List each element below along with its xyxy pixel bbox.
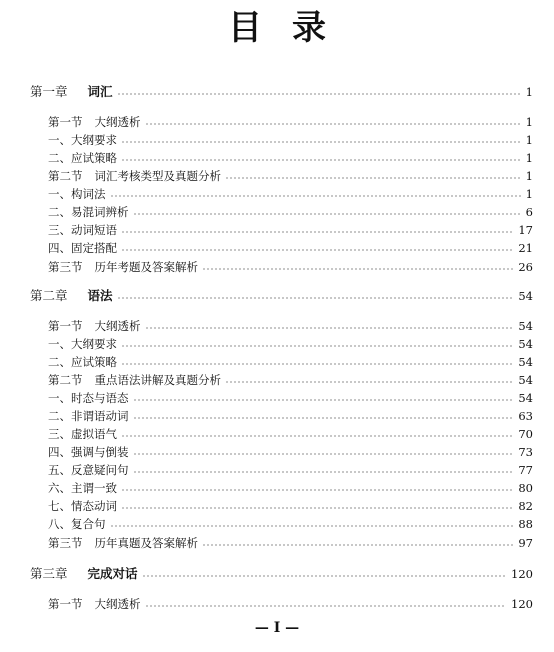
- toc-entry: [30, 566, 533, 582]
- toc-entry-number: 第三节: [48, 260, 83, 274]
- toc-entry: [30, 288, 533, 304]
- toc-entry-page: 54: [518, 391, 533, 405]
- toc-entry-title: 二、应试策略: [48, 151, 117, 165]
- toc-entry: [48, 168, 533, 184]
- toc-entry-title: 五、反意疑问句: [48, 463, 129, 477]
- toc-entry: [48, 444, 533, 460]
- leader-dots: [133, 399, 514, 401]
- leader-dots: [225, 177, 521, 179]
- leader-dots: [145, 327, 514, 329]
- toc-entry-title: 二、易混词辨析: [48, 205, 129, 219]
- toc-entry: [48, 498, 533, 514]
- toc-entry-title: 四、强调与倒装: [48, 445, 129, 459]
- leader-dots: [142, 575, 507, 577]
- toc-entry-page: 6: [525, 205, 533, 219]
- toc-entry-page: 1: [525, 85, 533, 99]
- toc-entry-number: 第一节: [48, 115, 83, 129]
- leader-dots: [110, 525, 514, 527]
- leader-dots: [202, 268, 513, 270]
- toc-entry-number: 第三节: [48, 536, 83, 550]
- toc-entry-page: 120: [511, 567, 533, 581]
- leader-dots: [117, 93, 521, 95]
- toc-subsection-row[interactable]: [0, 222, 554, 238]
- toc-entry-title: 大纲透析: [94, 597, 141, 611]
- leader-dots: [133, 453, 514, 455]
- leader-dots: [145, 605, 507, 607]
- toc-subsection-row[interactable]: [0, 240, 554, 256]
- toc-subsection-row[interactable]: [0, 516, 554, 532]
- toc-entry: [48, 240, 533, 256]
- leader-dots: [121, 435, 513, 437]
- toc-entry: [48, 204, 533, 220]
- leader-dots: [121, 363, 513, 365]
- toc-entry-title: 七、情态动词: [48, 499, 117, 513]
- toc-entry-page: 54: [518, 337, 533, 351]
- toc-entry: [48, 318, 533, 334]
- toc-entry-page: 80: [518, 481, 533, 495]
- toc-section-row[interactable]: [0, 259, 554, 275]
- toc-entry-page: 120: [511, 597, 533, 611]
- toc-subsection-row[interactable]: [0, 444, 554, 460]
- toc-entry-page: 26: [518, 260, 533, 274]
- leader-dots: [121, 345, 513, 347]
- toc-entry-page: 54: [518, 319, 533, 333]
- leader-dots: [133, 213, 521, 215]
- toc-entry-title: 完成对话: [87, 566, 138, 581]
- toc-entry-title: 语法: [87, 288, 113, 303]
- leader-dots: [110, 195, 521, 197]
- leader-dots: [225, 381, 513, 383]
- toc-entry: [48, 150, 533, 166]
- toc-entry-title: 词汇考核类型及真题分析: [94, 169, 221, 183]
- toc-entry-number: 第二节: [48, 169, 83, 183]
- toc-entry-page: 73: [518, 445, 533, 459]
- toc-entry-page: 1: [525, 151, 533, 165]
- toc-chapter-row[interactable]: [0, 84, 554, 100]
- toc-subsection-row[interactable]: [0, 354, 554, 370]
- toc-entry: [30, 84, 533, 100]
- toc-entry-page: 54: [518, 289, 533, 303]
- toc-subsection-row[interactable]: [0, 390, 554, 406]
- toc-entry: [48, 114, 533, 130]
- toc-entry-page: 54: [518, 355, 533, 369]
- toc-entry-page: 1: [525, 133, 533, 147]
- toc-entry-title: 大纲透析: [94, 319, 141, 333]
- toc-entry-title: 八、复合句: [48, 517, 106, 531]
- toc-entry-title: 一、大纲要求: [48, 133, 117, 147]
- leader-dots: [121, 507, 513, 509]
- toc-entry-number: 第一章: [30, 84, 68, 99]
- toc-entry-page: 70: [518, 427, 533, 441]
- leader-dots: [133, 471, 514, 473]
- toc-entry-title: 一、构词法: [48, 187, 106, 201]
- toc-entry-page: 21: [518, 241, 533, 255]
- page-title: 目录: [228, 8, 356, 48]
- toc-entry-page: 54: [518, 373, 533, 387]
- leader-dots: [121, 249, 513, 251]
- leader-dots: [133, 417, 514, 419]
- toc-entry-title: 大纲透析: [94, 115, 141, 129]
- toc-entry: [48, 222, 533, 238]
- toc-subsection-row[interactable]: [0, 150, 554, 166]
- toc-entry-number: 第二章: [30, 288, 68, 303]
- leader-dots: [145, 123, 521, 125]
- toc-entry-number: 第一节: [48, 597, 83, 611]
- leader-dots: [121, 159, 521, 161]
- toc-subsection-row[interactable]: [0, 498, 554, 514]
- toc-entry: [48, 132, 533, 148]
- toc-section-row[interactable]: [0, 535, 554, 551]
- toc-entry-page: 77: [518, 463, 533, 477]
- toc-subsection-row[interactable]: [0, 462, 554, 478]
- toc-entry: [48, 480, 533, 496]
- toc-entry: [48, 186, 533, 202]
- toc-section-row[interactable]: [0, 372, 554, 388]
- toc-subsection-row[interactable]: [0, 186, 554, 202]
- leader-dots: [202, 544, 513, 546]
- toc-entry: [48, 354, 533, 370]
- toc-entry-number: 第三章: [30, 566, 68, 581]
- page-number-footer: — I —: [254, 620, 300, 636]
- toc-entry-title: 二、应试策略: [48, 355, 117, 369]
- toc-entry: [48, 408, 533, 424]
- toc-entry-title: 二、非谓语动词: [48, 409, 129, 423]
- toc-subsection-row[interactable]: [0, 408, 554, 424]
- toc-entry: [48, 426, 533, 442]
- toc-subsection-row[interactable]: [0, 336, 554, 352]
- toc-entry: [48, 535, 533, 551]
- toc-entry: [48, 596, 533, 612]
- toc-entry-title: 重点语法讲解及真题分析: [94, 373, 221, 387]
- toc-entry: [48, 390, 533, 406]
- leader-dots: [121, 141, 521, 143]
- leader-dots: [117, 297, 514, 299]
- toc-subsection-row[interactable]: [0, 132, 554, 148]
- leader-dots: [121, 489, 513, 491]
- toc-entry-title: 六、主谓一致: [48, 481, 117, 495]
- toc-entry: [48, 336, 533, 352]
- toc-entry-title: 词汇: [87, 84, 113, 99]
- toc-entry-title: 历年考题及答案解析: [94, 260, 198, 274]
- toc-section-row[interactable]: [0, 596, 554, 612]
- toc-entry-number: 第二节: [48, 373, 83, 387]
- toc-entry-title: 三、虚拟语气: [48, 427, 117, 441]
- toc-subsection-row[interactable]: [0, 204, 554, 220]
- toc-entry-page: 88: [518, 517, 533, 531]
- toc-entry-title: 一、时态与语态: [48, 391, 129, 405]
- leader-dots: [121, 231, 513, 233]
- toc-entry-title: 三、动词短语: [48, 223, 117, 237]
- toc-entry-page: 17: [518, 223, 533, 237]
- toc-entry: [48, 259, 533, 275]
- toc-entry-page: 1: [525, 187, 533, 201]
- toc-chapter-row[interactable]: [0, 288, 554, 304]
- toc-section-row[interactable]: [0, 318, 554, 334]
- toc-entry-page: 97: [518, 536, 533, 550]
- toc-subsection-row[interactable]: [0, 480, 554, 496]
- toc-entry-page: 82: [518, 499, 533, 513]
- toc-entry-title: 四、固定搭配: [48, 241, 117, 255]
- toc-entry: [48, 516, 533, 532]
- toc-section-row[interactable]: [0, 114, 554, 130]
- toc-subsection-row[interactable]: [0, 426, 554, 442]
- toc-entry-title: 一、大纲要求: [48, 337, 117, 351]
- toc-chapter-row[interactable]: [0, 566, 554, 582]
- toc-entry-page: 1: [525, 115, 533, 129]
- toc-entry: [48, 372, 533, 388]
- toc-entry-page: 1: [525, 169, 533, 183]
- toc-entry-page: 63: [518, 409, 533, 423]
- toc-entry-title: 历年真题及答案解析: [94, 536, 198, 550]
- toc-entry: [48, 462, 533, 478]
- toc-section-row[interactable]: [0, 168, 554, 184]
- toc-entry-number: 第一节: [48, 319, 83, 333]
